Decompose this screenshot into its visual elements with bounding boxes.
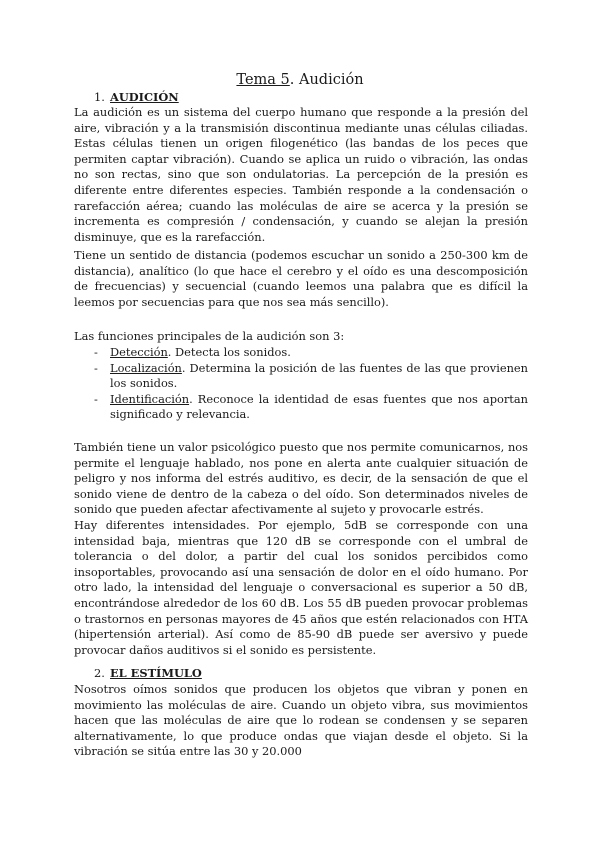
list-dash: - bbox=[94, 360, 98, 375]
page-title bbox=[0, 72, 600, 88]
section-label: AUDICIÓN bbox=[110, 90, 179, 104]
paragraph-intensities: Hay diferentes intensidades. Por ejemplo, 5dB se corresponde con una intensidad baja, mientras que 120 dB se corresponde con el umbral de tolerancia o del dolor, a partir del cual los sonidos percibidos como insoportables, provocando así una sensación de dolor en el oído humano. Por otro lado, la intensidad del lenguaje o conversacional es superior a 50 dB, encontrándose alrededor de los 60 dB. Los 55 dB pueden provocar problemas o trastornos en personas mayores de 45 años que estén relacionados con HTA (hipertensión arterial). Así como de 85-90 dB puede ser aversivo y puede provocar daños auditivos si el sonido es persistente. bbox=[74, 518, 528, 657]
section-heading-audicion bbox=[94, 90, 179, 104]
section-label: EL ESTÍMULO bbox=[110, 666, 202, 680]
paragraph-audicion-definition: La audición es un sistema del cuerpo humano que responde a la presión del aire, vibración y a la transmisión discontinua mediante unas células ciliadas. Estas células tienen un origen filogenético (las bandas de los peces que permiten captar vibración). Cuando se aplica un ruido o vibración, las ondas no son rectas, sino que son ondulatorias. La percepción de la presión es diferente entre diferentes especies. También responde a la condensación o rarefacción aérea; cuando las moléculas de aire se acerca y la presión se incrementa es compresión / condensación, y cuando se alejan la presión disminuye, que es la rarefacción. bbox=[74, 105, 528, 244]
list-item bbox=[94, 361, 528, 392]
function-term: Detección bbox=[110, 345, 168, 359]
list-item bbox=[94, 345, 528, 361]
section-heading-estimulo bbox=[94, 666, 202, 680]
function-term: Identificación bbox=[110, 391, 190, 406]
section-number: 1. bbox=[94, 90, 105, 104]
list-dash: - bbox=[94, 391, 98, 406]
title-subject: . Audición bbox=[289, 72, 364, 88]
function-term: Localización bbox=[110, 360, 182, 375]
list-item bbox=[94, 392, 528, 423]
title-topic: Tema 5 bbox=[236, 72, 290, 88]
paragraph-psychological-value: También tiene un valor psicológico puesto que nos permite comunicarnos, nos permite el lenguaje hablado, nos pone en alerta ante cualquier situación de peligro y nos informa del estrés auditivo, es decir, de la sensación de que el sonido viene de dentro de la cabeza o del oído. Son determinados niveles de sonido que pueden afectar afectivamente al sujeto y provocarle estrés. bbox=[74, 440, 528, 517]
function-text: . Detecta los sonidos. bbox=[167, 345, 291, 359]
paragraph-functions-intro: Las funciones principales de la audición son 3: bbox=[74, 329, 345, 343]
paragraph-audicion-senses: Tiene un sentido de distancia (podemos escuchar un sonido a 250-300 km de distancia), analítico (lo que hace el cerebro y el oído es una descomposición de frecuencias) y secuencial (cuando leemos una palabra que es difícil la leemos por secuencias para que nos sea más sencillo). bbox=[74, 248, 528, 309]
section-number: 2. bbox=[94, 666, 105, 680]
function-text: . Reconoce la identidad de esas fuentes que nos aportan significado y relevancia. bbox=[110, 391, 528, 422]
paragraph-estimulo: Nosotros oímos sonidos que producen los objetos que vibran y ponen en movimiento las moléculas de aire. Cuando un objeto vibra, sus movimientos hacen que las moléculas de aire que lo rodean se condensen y se separen alternativamente, lo que produce ondas que viajan desde el objeto. Si la vibración se sitúa entre las 30 y 20.000 bbox=[74, 682, 528, 759]
list-dash: - bbox=[94, 345, 98, 359]
functions-list bbox=[94, 345, 528, 423]
function-text: . Determina la posición de las fuentes de las que provienen los sonidos. bbox=[110, 360, 528, 391]
